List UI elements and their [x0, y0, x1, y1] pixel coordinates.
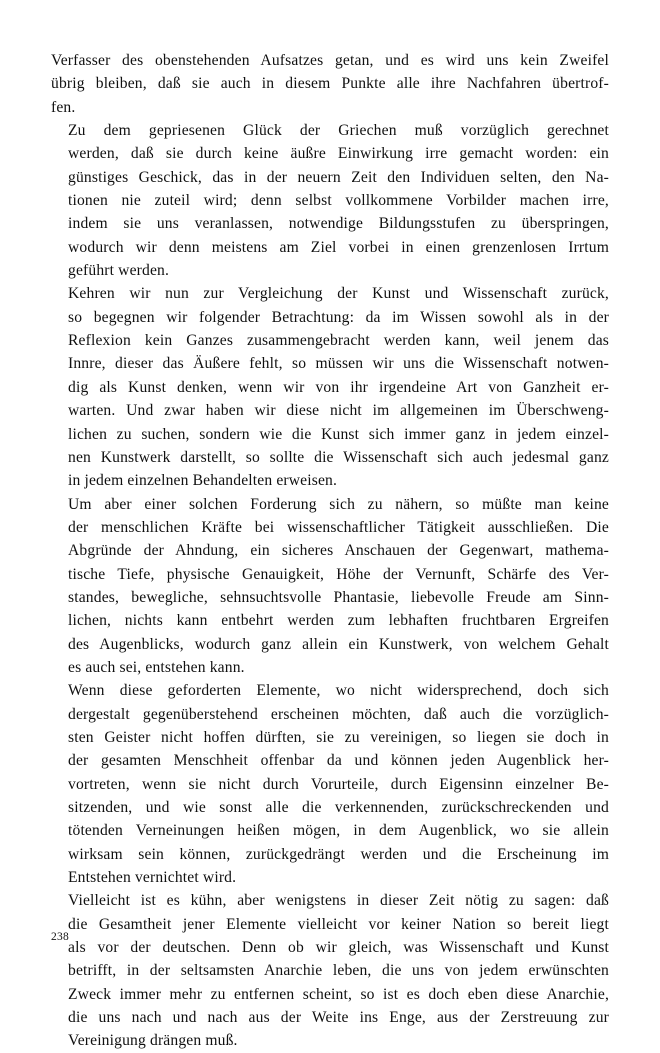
page-text-block: [51, 49, 609, 1053]
text-line: in jedem einzelnen Behandelten erweisen.: [68, 472, 338, 490]
text-line: betrifft, in der seltsamsten Anarchie leben, die uns von jedem erwünschten: [68, 962, 609, 980]
text-line: werden, daß sie durch keine äußre Einwirkung irre gemacht worden: ein: [68, 145, 609, 163]
text-line: Verfasser des obenstehenden Aufsatzes getan, und es wird uns kein Zweifel: [51, 52, 609, 69]
text-line: dig als Kunst denken, wenn wir von ihr irgendeine Art von Ganzheit er-: [68, 378, 609, 396]
text-line: lichen, nichts kann entbehrt werden zum lebhaften fruchtbaren Ergreifen: [68, 612, 609, 630]
text-line: Wenn diese geforderten Elemente, wo nicht widersprechend, doch sich: [68, 682, 609, 700]
text-line: die uns nach und nach aus der Weite ins Enge, aus der Zerstreuung zur: [68, 1009, 609, 1027]
text-line: Vereinigung drängen muß.: [68, 1032, 238, 1050]
text-line: übrig bleiben, daß sie auch in diesem Punkte alle ihre Nachfahren übertrof-: [51, 75, 609, 93]
paragraph: [51, 49, 609, 119]
text-line: Reflexion kein Ganzes zusammengebracht werden kann, weil jenem das: [68, 332, 609, 350]
text-line: tionen nie zuteil wird; denn selbst vollkommene Vorbilder machen irre,: [68, 192, 609, 210]
paragraph: [51, 889, 609, 1052]
text-line: lichen zu suchen, sondern wie die Kunst sich immer ganz in jedem einzel-: [68, 425, 609, 443]
text-line: günstiges Geschick, das in der neuern Zeit den Individuen selten, den Na-: [68, 168, 609, 186]
text-line: sten Geister nicht hoffen dürften, sie zu vereinigen, so liegen sie doch in: [68, 728, 609, 746]
paragraph: [51, 679, 609, 889]
text-line: dergestalt gegenüberstehend erscheinen möchten, daß auch die vorzüglich-: [68, 705, 609, 723]
text-line: der menschlichen Kräfte bei wissenschaftlicher Tätigkeit ausschließen. Die: [68, 518, 609, 536]
text-line: so begegnen wir folgender Betrachtung: da im Wissen sowohl als in der: [68, 308, 609, 326]
paragraph: [51, 119, 609, 282]
text-line: wirksam sein können, zurückgedrängt werden und die Erscheinung im: [68, 845, 609, 863]
text-line: wodurch wir denn meistens am Ziel vorbei in einen grenzenlosen Irrtum: [68, 238, 609, 256]
text-line: Um aber einer solchen Forderung sich zu nähern, so müßte man keine: [68, 495, 609, 513]
text-line: sitzenden, und wie sonst alle die verkennenden, zurückschreckenden und: [68, 799, 609, 816]
text-line: als vor der deutschen. Denn ob wir gleich, was Wissenschaft und Kunst: [68, 939, 609, 957]
text-line: fen.: [51, 98, 76, 116]
text-line: Zweck immer mehr zu entfernen scheint, so ist es doch eben diese Anarchie,: [68, 985, 609, 1003]
page-number: 238: [51, 931, 69, 943]
text-line: es auch sei, entstehen kann.: [68, 658, 245, 676]
text-line: Entstehen vernichtet wird.: [68, 869, 237, 887]
text-line: vortreten, wenn sie nicht durch Vorurteile, durch Eigensinn einzelner Be-: [68, 775, 609, 793]
text-line: standes, bewegliche, sehnsuchtsvolle Phantasie, liebevolle Freude am Sinn-: [68, 588, 609, 606]
text-line: nen Kunstwerk darstellt, so sollte die Wissenschaft sich auch jedesmal ganz: [68, 448, 609, 466]
text-line: Zu dem gepriesenen Glück der Griechen muß vorzüglich gerechnet: [68, 122, 609, 140]
text-line: tische Tiefe, physische Genauigkeit, Höhe der Vernunft, Schärfe des Ver-: [68, 565, 609, 583]
text-line: Innre, dieser das Äußere fehlt, so müssen wir uns die Wissenschaft notwen-: [68, 355, 609, 373]
text-line: warten. Und zwar haben wir diese nicht im allgemeinen im Überschweng-: [68, 402, 609, 420]
text-line: die Gesamtheit jener Elemente vielleicht vor keiner Nation so bereit liegt: [68, 915, 609, 933]
paragraph: [51, 282, 609, 492]
text-line: der gesamten Menschheit offenbar da und können jeden Augenblick her-: [68, 752, 609, 770]
text-line: Kehren wir nun zur Vergleichung der Kunst und Wissenschaft zurück,: [68, 285, 609, 303]
text-line: Abgründe der Ahndung, ein sicheres Anschauen der Gegenwart, mathema-: [68, 542, 609, 560]
text-line: tötenden Verneinungen heißen mögen, in dem Augenblick, wo sie allein: [68, 822, 609, 840]
text-line: geführt werden.: [68, 262, 170, 280]
text-line: indem sie uns veranlassen, notwendige Bildungsstufen zu überspringen,: [68, 215, 609, 233]
paragraph: [51, 493, 609, 680]
text-line: Vielleicht ist es kühn, aber wenigstens in dieser Zeit nötig zu sagen: daß: [68, 892, 609, 910]
text-line: des Augenblicks, wodurch ganz allein ein Kunstwerk, von welchem Gehalt: [68, 635, 609, 653]
